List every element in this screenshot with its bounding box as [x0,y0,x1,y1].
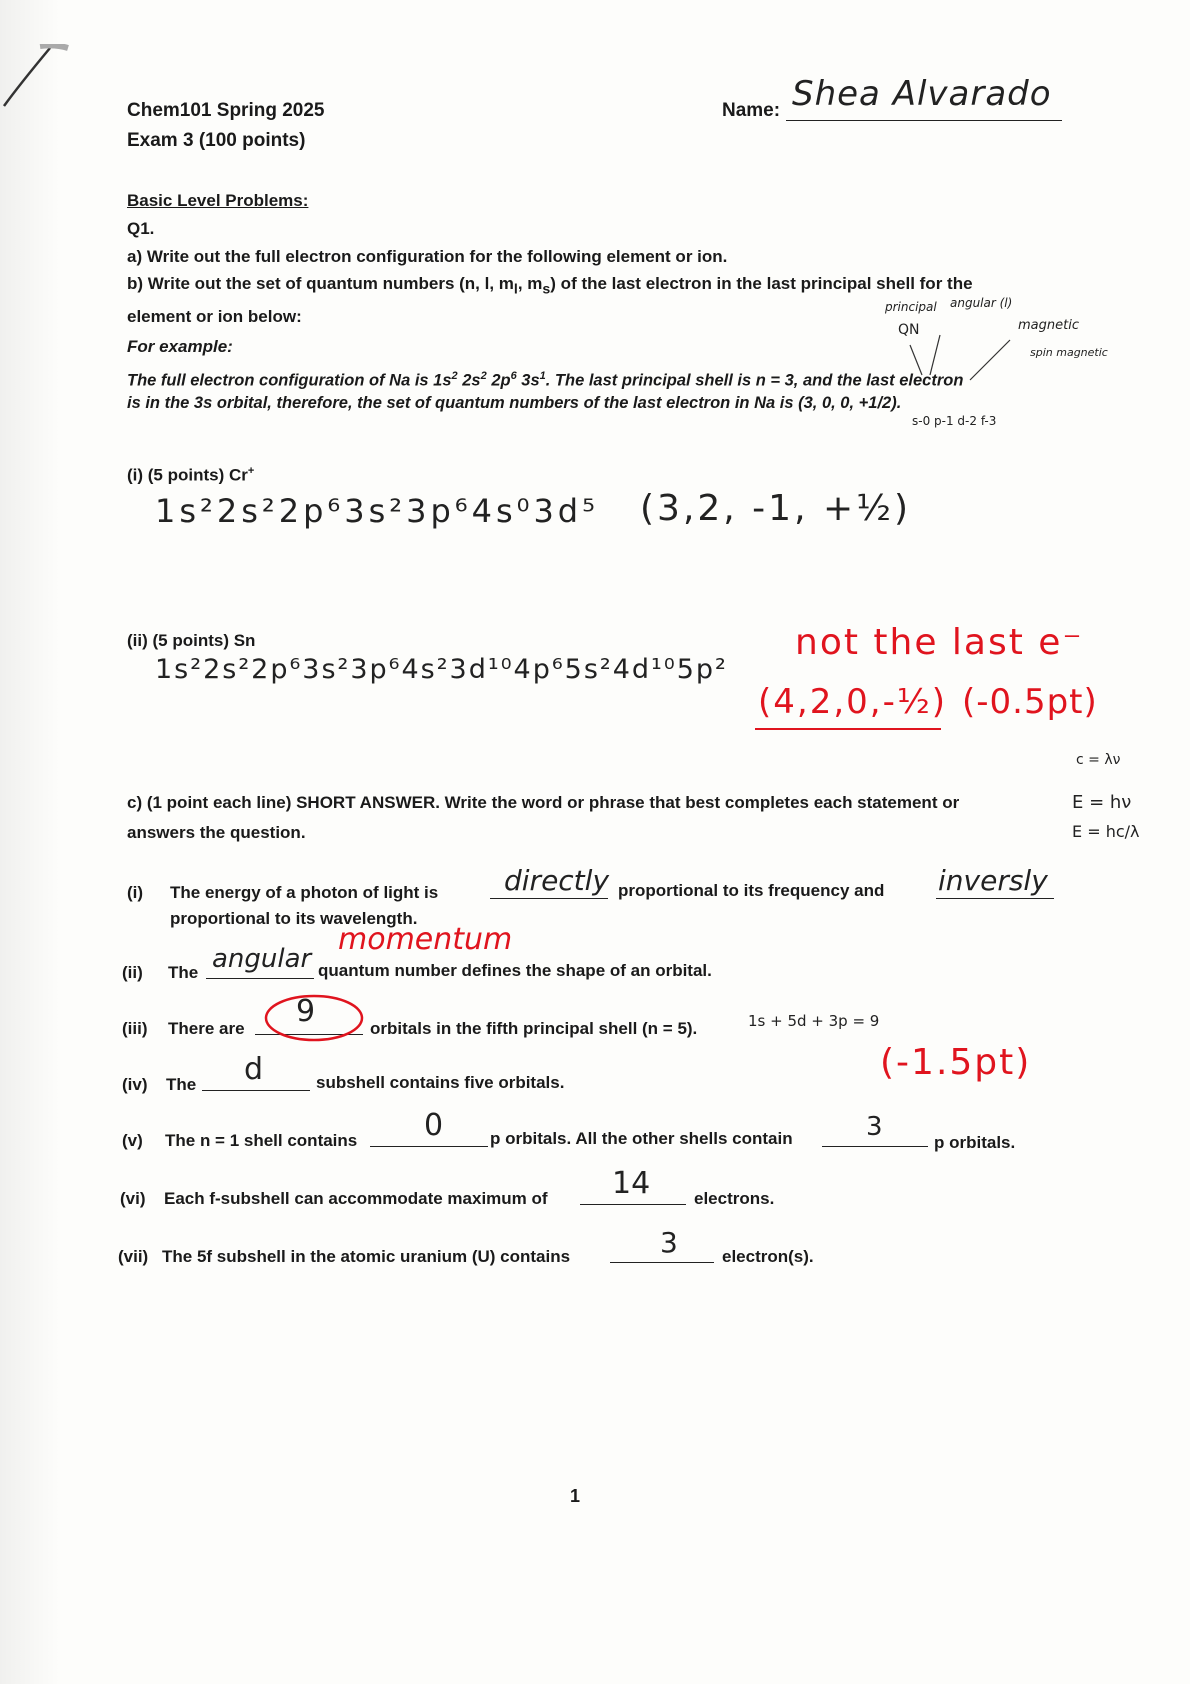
item-v-text-c: p orbitals. [934,1133,1016,1152]
item-iv-text-a: The [166,1075,197,1094]
arrow-lines-icon [900,330,1060,390]
item-iii-work: 1s + 5d + 3p = 9 [748,1012,880,1030]
part-ii-label: (ii) (5 points) Sn [127,631,256,650]
item-vii-answer: 3 [660,1226,678,1259]
name-underline [786,120,1062,121]
item-i-blank-b [936,898,1054,899]
item-i-blank-a [490,898,608,899]
item-iii-deduction: (-1.5pt) [880,1042,1032,1083]
part-ii-deduction: (-0.5pt) [962,682,1098,722]
item-vii-text-a: The 5f subshell in the atomic uranium (U) contains [162,1247,571,1266]
item-i-num: (i) [127,883,144,902]
item-iv-num: (iv) [122,1075,148,1094]
example-label: For example: [127,337,233,356]
exam-title: Exam 3 (100 points) [127,130,306,151]
item-i-text-c: proportional to its wavelength. [170,909,418,928]
question-label: Q1. [127,219,155,238]
red-circle-icon [262,990,372,1046]
item-vii-blank [610,1262,714,1263]
item-iii-answer: 9 [296,994,316,1029]
item-v-blank-a [370,1146,488,1147]
red-underline [755,728,941,730]
item-vi-num: (vi) [120,1189,146,1208]
formula-2: E = hν [1072,792,1132,813]
item-ii-text-a: The [168,963,199,982]
example-line2: is in the 3s orbital, therefore, the set of quantum numbers of the last electron in Na is (3, 0, 0, +1/2). [127,394,902,412]
part-ii-correction: not the last e⁻ [795,622,1084,663]
scan-shadow [0,0,60,1684]
part-ii-config: 1s²2s²2p⁶3s²3p⁶4s²3d¹⁰4p⁶5s²4d¹⁰5p² [155,654,728,685]
example-line1: The full electron configuration of Na is $1s^2$ $2s^2$ $2p^6$ $3s^1$. The last principal shell is n = 3, and the last electron [127,370,964,390]
note-qn: QN [898,322,920,338]
item-v-text-a: The n = 1 shell contains [165,1131,358,1150]
instruction-a: a) Write out the full electron configuration for the following element or ion. [127,247,728,266]
item-ii-num: (ii) [122,963,143,982]
item-v-answer-b: 3 [866,1112,883,1142]
item-vi-answer: 14 [612,1166,651,1201]
page-number: 1 [570,1486,581,1506]
part-i-config: 1s²2s²2p⁶3s²3p⁶4s⁰3d⁵ [155,492,599,530]
item-ii-answer: angular [212,944,312,974]
item-v-text-b: p orbitals. All the other shells contain [490,1129,793,1148]
item-ii-correction: momentum [338,922,513,957]
item-iii-text-a: There are [168,1019,245,1038]
note-magnetic: magnetic [1018,318,1079,333]
item-iv-text-b: subshell contains five orbitals. [316,1073,565,1092]
item-v-blank-b [822,1146,928,1147]
item-vii-num: (vii) [118,1247,149,1266]
item-iv-answer: d [244,1052,264,1087]
name-label: Name: [722,100,781,121]
instruction-b: b) Write out the set of quantum numbers (n, l, $m_l$, $m_s$) of the last electron in the last principal shell for the [127,274,973,298]
student-name: Shea Alvarado [792,74,1052,114]
part-c-intro-1: c) (1 point each line) SHORT ANSWER. Write the word or phrase that best completes each statement or [127,793,960,812]
item-iii-num: (iii) [122,1019,148,1038]
formula-1: c = λν [1076,752,1121,768]
part-i-label: (i) (5 points) Cr+ [127,465,255,485]
check-mark-icon [0,44,70,114]
formula-3: E = hc/λ [1072,822,1140,841]
item-i-text-a: The energy of a photon of light is [170,883,439,902]
item-vii-text-b: electron(s). [722,1247,814,1266]
part-c-intro-2: answers the question. [127,823,306,842]
note-spin: spin magnetic [1030,346,1108,359]
item-i-answer-b: inversly [938,864,1048,897]
note-principal: principal [885,300,937,314]
item-ii-blank [206,978,314,979]
note-angular: angular (l) [950,296,1013,310]
item-v-num: (v) [122,1131,143,1150]
item-iv-blank [202,1090,310,1091]
item-vi-blank [580,1204,686,1205]
item-v-answer-a: 0 [424,1108,444,1143]
course-title: Chem101 Spring 2025 [127,100,325,121]
part-ii-correct-qn: (4,2,0,-½) [758,682,948,722]
section-title: Basic Level Problems: [127,191,309,210]
instruction-b-line2: element or ion below: [127,307,302,326]
item-vi-text-b: electrons. [694,1189,775,1208]
item-i-text-b: proportional to its frequency and [618,881,885,900]
note-spdf: s-0 p-1 d-2 f-3 [912,414,997,428]
item-vi-text-a: Each f-subshell can accommodate maximum of [164,1189,548,1208]
part-i-qn: (3,2, -1, +½) [640,488,912,529]
item-i-answer-a: directly [504,864,610,897]
item-ii-text-b: quantum number defines the shape of an orbital. [318,961,712,980]
item-iii-text-b: orbitals in the fifth principal shell (n = 5). [370,1019,698,1038]
